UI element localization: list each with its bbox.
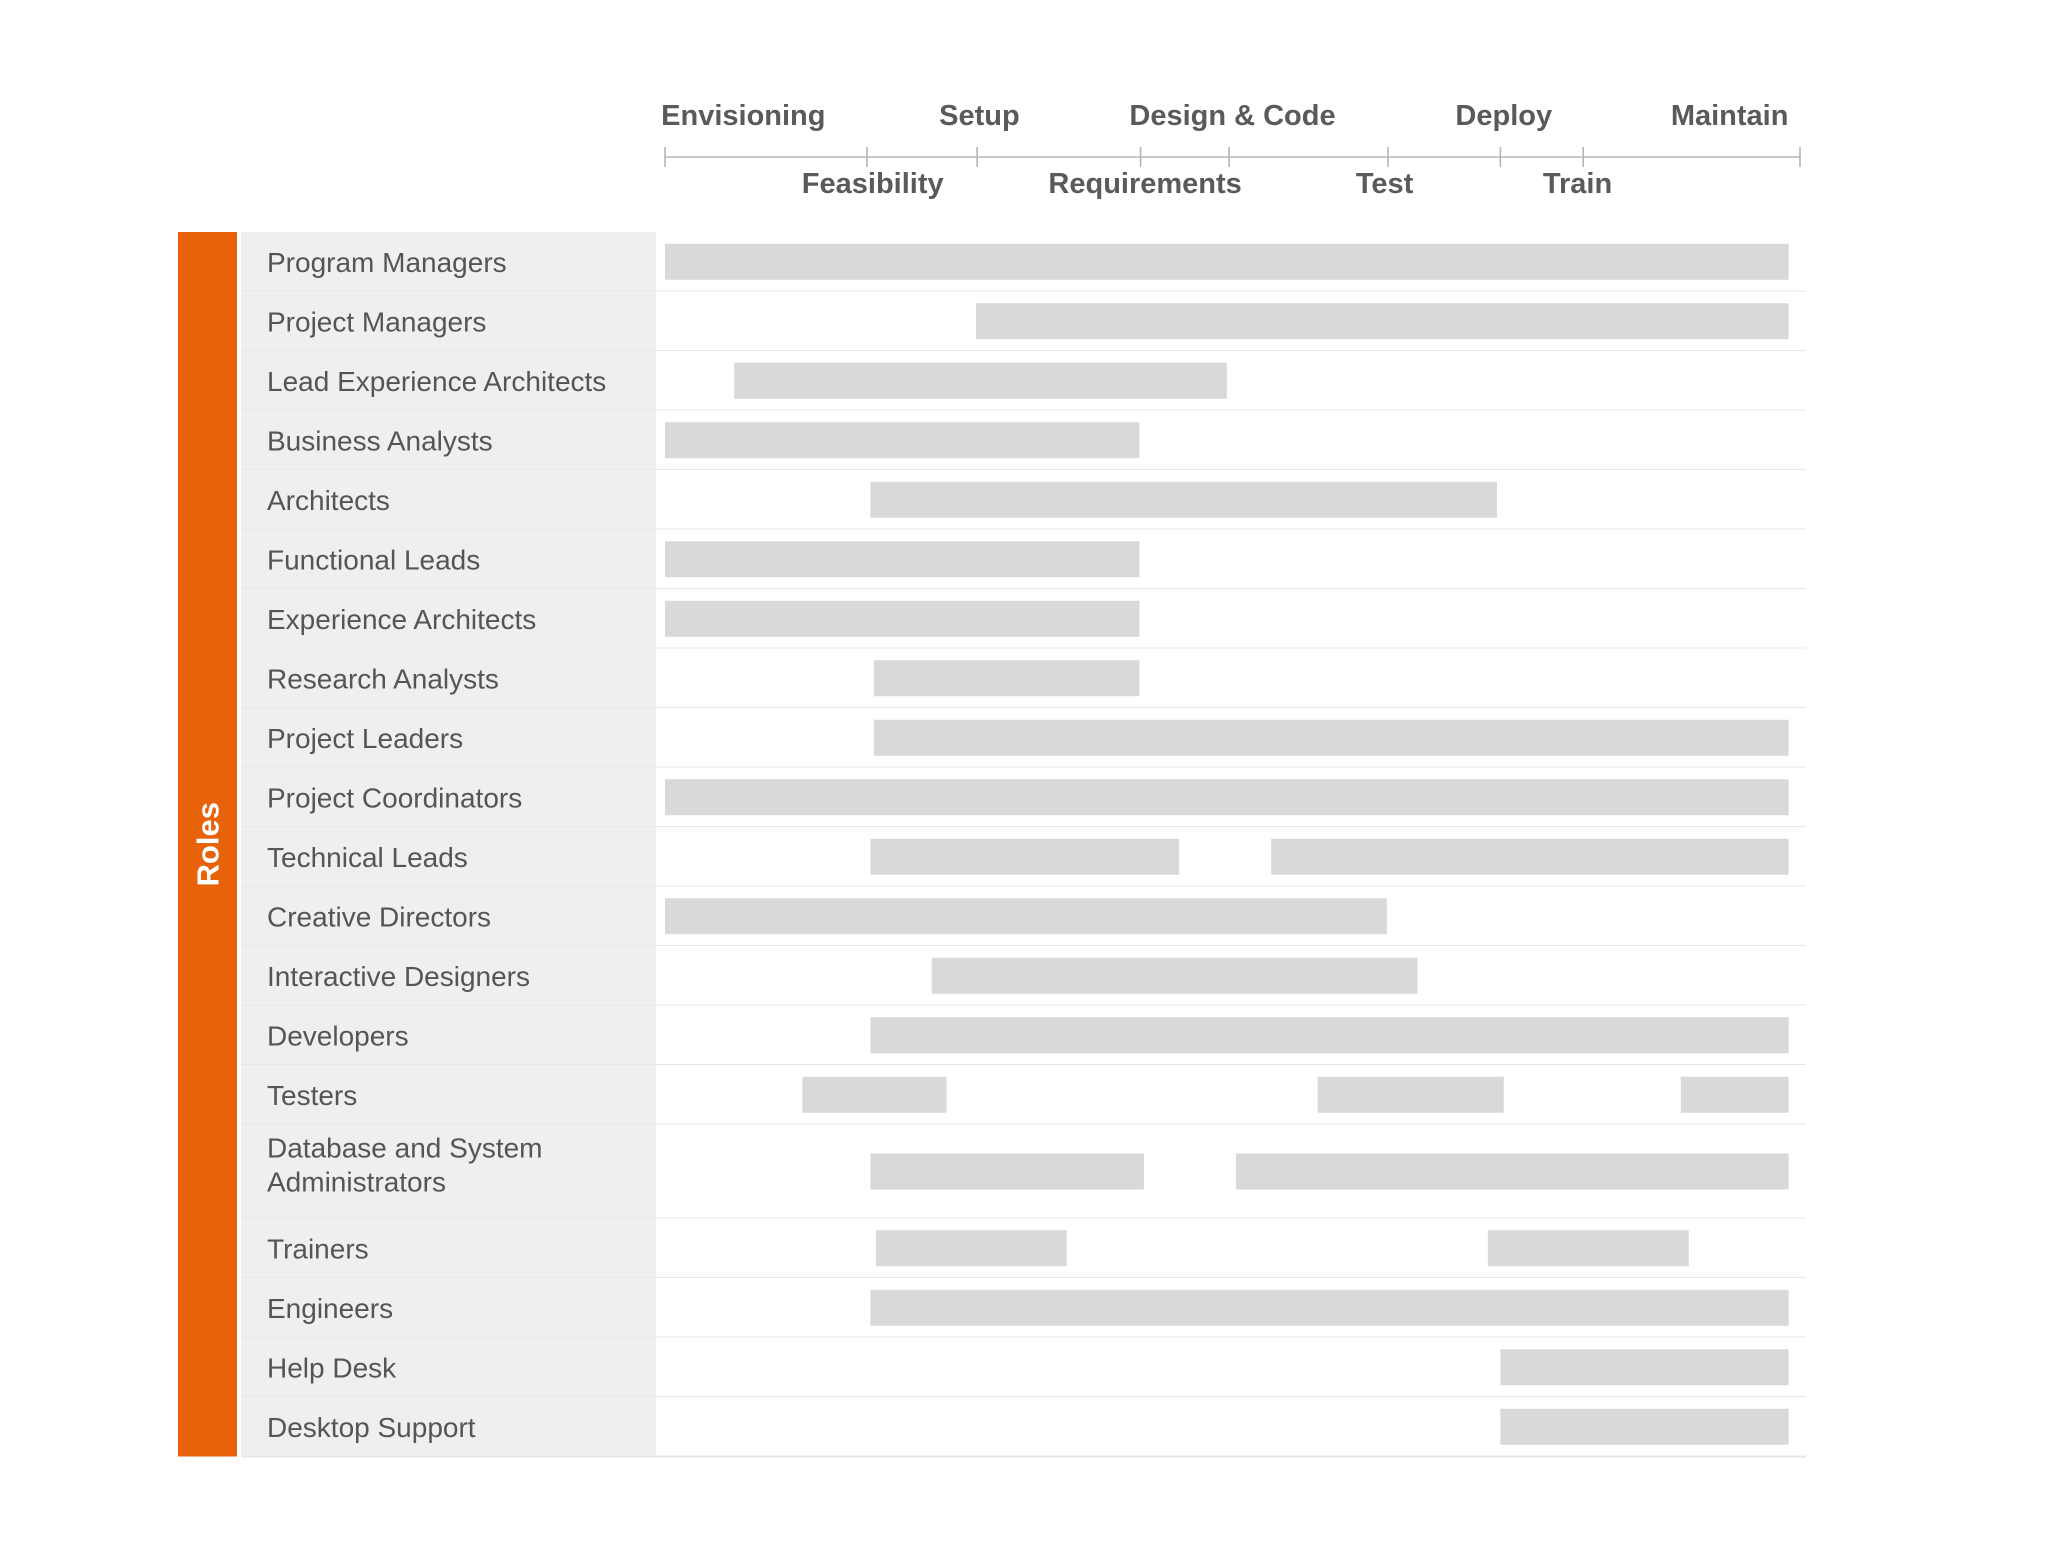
role-label: Testers bbox=[267, 1079, 358, 1111]
phase-label-setup: Setup bbox=[939, 100, 1020, 132]
role-row-developers bbox=[241, 1006, 1806, 1066]
role-row-help-desk bbox=[241, 1338, 1806, 1398]
roles-axis-label: Roles bbox=[190, 802, 226, 887]
activity-bar bbox=[665, 898, 1387, 934]
activity-bar bbox=[976, 303, 1789, 339]
phase-label-deploy: Deploy bbox=[1455, 100, 1553, 132]
role-label: Developers bbox=[267, 1020, 409, 1052]
role-label: Interactive Designers bbox=[267, 960, 531, 992]
phase-label-test: Test bbox=[1355, 168, 1414, 200]
activity-bar bbox=[870, 1017, 1788, 1053]
activity-bar bbox=[1271, 839, 1789, 875]
phase-label-envisioning: Envisioning bbox=[661, 100, 826, 132]
role-row-desktop-support bbox=[241, 1397, 1806, 1457]
phase-label-requirements: Requirements bbox=[1048, 168, 1242, 200]
role-row-testers bbox=[241, 1065, 1806, 1125]
role-label: Program Managers bbox=[267, 246, 507, 278]
role-row-project-leaders bbox=[241, 708, 1806, 768]
role-label: Research Analysts bbox=[267, 663, 499, 695]
activity-bar bbox=[870, 839, 1179, 875]
activity-bar bbox=[870, 482, 1497, 518]
role-row-business-analysts bbox=[241, 411, 1806, 471]
activity-bar bbox=[1236, 1154, 1789, 1190]
role-row-engineers bbox=[241, 1278, 1806, 1338]
role-label: Technical Leads bbox=[267, 841, 468, 873]
activity-bar bbox=[665, 244, 1789, 280]
role-label: Experience Architects bbox=[267, 603, 537, 635]
activity-bar bbox=[734, 363, 1227, 399]
role-label: Project Coordinators bbox=[267, 782, 523, 814]
role-label: Project Leaders bbox=[267, 722, 464, 754]
activity-bar bbox=[932, 958, 1418, 994]
role-label: Desktop Support bbox=[267, 1411, 476, 1443]
role-row-functional-leads bbox=[241, 530, 1806, 590]
activity-bar bbox=[874, 660, 1140, 696]
role-label: Creative Directors bbox=[267, 901, 492, 933]
activity-bar bbox=[1318, 1077, 1504, 1113]
phase-label-train: Train bbox=[1542, 168, 1613, 200]
roles-band bbox=[178, 232, 237, 1457]
role-row-experience-architects bbox=[241, 589, 1806, 649]
role-label: Functional Leads bbox=[267, 544, 481, 576]
role-row-trainers bbox=[241, 1219, 1806, 1279]
activity-bar bbox=[1500, 1349, 1788, 1385]
role-label: Trainers bbox=[267, 1233, 369, 1265]
activity-bar bbox=[665, 422, 1139, 458]
role-rows bbox=[241, 232, 1806, 1457]
role-track bbox=[656, 649, 1806, 709]
role-row-technical-leads bbox=[241, 827, 1806, 887]
activity-bar bbox=[874, 720, 1789, 756]
activity-bar bbox=[1500, 1409, 1788, 1445]
activity-bar bbox=[876, 1230, 1067, 1266]
phase-header bbox=[661, 100, 1800, 200]
role-row-creative-directors bbox=[241, 887, 1806, 947]
role-row-research-analysts bbox=[241, 649, 1806, 709]
role-label: Project Managers bbox=[267, 306, 487, 338]
role-row-database-and-system-administrators bbox=[241, 1125, 1806, 1219]
role-label: Architects bbox=[267, 484, 390, 516]
role-row-architects bbox=[241, 470, 1806, 530]
phase-label-design-and-code: Design & Code bbox=[1129, 100, 1336, 132]
role-label: Help Desk bbox=[267, 1352, 397, 1384]
role-row-interactive-designers bbox=[241, 946, 1806, 1006]
role-label: Engineers bbox=[267, 1292, 394, 1324]
activity-bar bbox=[665, 601, 1139, 637]
activity-bar bbox=[665, 541, 1139, 577]
activity-bar bbox=[870, 1154, 1144, 1190]
role-label-line: Administrators bbox=[267, 1166, 446, 1198]
role-row-program-managers bbox=[241, 232, 1806, 292]
phase-label-feasibility: Feasibility bbox=[801, 168, 944, 200]
role-row-project-managers bbox=[241, 292, 1806, 352]
role-label: Lead Experience Architects bbox=[267, 365, 607, 397]
activity-bar bbox=[1681, 1077, 1789, 1113]
phase-label-maintain: Maintain bbox=[1670, 100, 1789, 132]
role-label: Business Analysts bbox=[267, 425, 493, 457]
activity-bar bbox=[802, 1077, 946, 1113]
role-label-line: Database and System bbox=[267, 1132, 543, 1164]
activity-bar bbox=[870, 1290, 1788, 1326]
activity-bar bbox=[1488, 1230, 1689, 1266]
activity-bar bbox=[665, 779, 1789, 815]
role-row-lead-experience-architects bbox=[241, 351, 1806, 411]
role-row-project-coordinators bbox=[241, 768, 1806, 828]
